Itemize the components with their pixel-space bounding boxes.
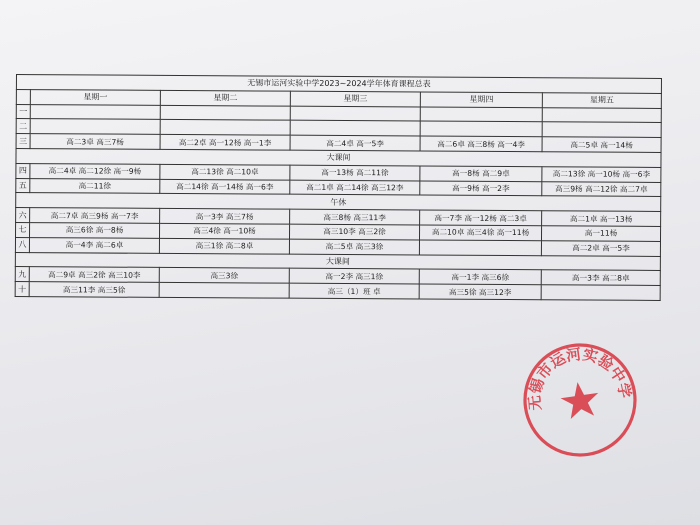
- class-cell: [541, 285, 660, 301]
- class-cell: 高三3徐: [159, 268, 289, 284]
- class-cell: 高三8杨 高三11李: [290, 209, 420, 225]
- svg-text:无锡市运河实验中学: 无锡市运河实验中学: [525, 344, 635, 412]
- class-cell: [542, 107, 661, 123]
- class-cell: [420, 107, 542, 123]
- class-cell: [30, 104, 160, 120]
- class-cell: 高三（1）班 卓: [289, 283, 419, 299]
- class-cell: [290, 106, 420, 122]
- class-cell: 高一4李 高二6卓: [29, 237, 159, 253]
- class-cell: 高三10李 高三2徐: [289, 224, 419, 240]
- class-cell: 高二2卓 高一12杨 高一1李: [160, 135, 290, 151]
- class-cell: [420, 121, 542, 137]
- table-title: 无锡市运河实验中学2023~2024学年体育课程总表: [16, 75, 661, 94]
- class-cell: 高二10卓 高三4徐 高一11杨: [419, 225, 541, 241]
- class-cell: 高三6徐 高一8杨: [30, 223, 160, 239]
- class-cell: 高一8杨 高二9卓: [420, 166, 542, 182]
- class-cell: 高三9杨 高二12徐 高二7卓: [542, 181, 661, 197]
- class-cell: 高二13徐 高二10卓: [160, 164, 290, 180]
- class-cell: 高三4徐 高一10杨: [159, 223, 289, 239]
- day-header: 星期一: [30, 89, 160, 105]
- class-cell: 高三11李 高三5徐: [29, 282, 159, 298]
- class-cell: 高一3李 高三7杨: [160, 209, 290, 225]
- period-label: 七: [16, 222, 30, 237]
- class-cell: 高二4卓 高一5李: [290, 135, 420, 151]
- break-label: 午休: [16, 193, 661, 212]
- class-cell: 高二14徐 高一14杨 高一6李: [160, 179, 290, 195]
- class-cell: [542, 122, 661, 138]
- day-header: 星期二: [160, 90, 290, 106]
- class-cell: 高二9卓 高三2徐 高三10李: [29, 267, 159, 283]
- class-cell: 高三1徐 高二8卓: [159, 238, 289, 254]
- class-cell: 高一11杨: [541, 226, 660, 242]
- class-cell: [290, 121, 420, 137]
- class-cell: [30, 119, 160, 135]
- class-cell: 高二1卓 高一13杨: [542, 211, 661, 227]
- period-label: 八: [15, 237, 29, 252]
- period-label: 三: [16, 134, 30, 149]
- period-label: 一: [16, 104, 30, 119]
- corner-cell: [16, 89, 30, 104]
- class-cell: 高二2卓 高一5李: [541, 240, 660, 256]
- class-cell: 高二5卓 高一14杨: [542, 137, 661, 153]
- period-label: 十: [15, 282, 29, 297]
- class-cell: 高二5卓 高三3徐: [289, 239, 419, 255]
- class-cell: 高一2李 高三1徐: [289, 269, 419, 285]
- class-cell: [159, 283, 289, 299]
- class-cell: [160, 120, 290, 136]
- break-label: 大课间: [15, 252, 660, 271]
- period-label: 九: [15, 267, 29, 282]
- period-row: [15, 282, 660, 301]
- class-cell: 高一1李 高三6徐: [419, 269, 541, 285]
- schedule-table: [15, 74, 662, 301]
- day-header: 星期四: [420, 92, 542, 108]
- class-cell: 高二7卓 高三9杨 高一7李: [30, 208, 160, 224]
- class-cell: 高一9杨 高一2李: [420, 181, 542, 197]
- period-label: 六: [16, 208, 30, 223]
- class-cell: 高二13徐 高一10杨 高一6李: [542, 166, 661, 182]
- class-cell: 高一3李 高二8卓: [541, 270, 660, 286]
- class-cell: 高二11徐: [30, 178, 160, 194]
- class-cell: 高二1卓 高二14徐 高三12李: [290, 180, 420, 196]
- class-cell: [160, 105, 290, 121]
- class-cell: 高一13杨 高二11徐: [290, 165, 420, 181]
- class-cell: 高二4卓 高二12徐 高一9杨: [30, 163, 160, 179]
- class-cell: 高二3卓 高三7杨: [30, 134, 160, 150]
- school-seal: [520, 340, 640, 460]
- class-cell: 高三5徐 高三12李: [419, 284, 541, 300]
- class-cell: 高二6卓 高三8杨 高一4李: [420, 136, 542, 152]
- period-label: 五: [16, 178, 30, 193]
- class-cell: 高一7李 高一12杨 高二3卓: [420, 210, 542, 226]
- break-label: 大课间: [16, 148, 661, 167]
- period-label: 二: [16, 119, 30, 134]
- period-label: 四: [16, 163, 30, 178]
- day-header: 星期三: [290, 91, 420, 107]
- day-header: 星期五: [542, 93, 661, 109]
- class-cell: [419, 240, 541, 256]
